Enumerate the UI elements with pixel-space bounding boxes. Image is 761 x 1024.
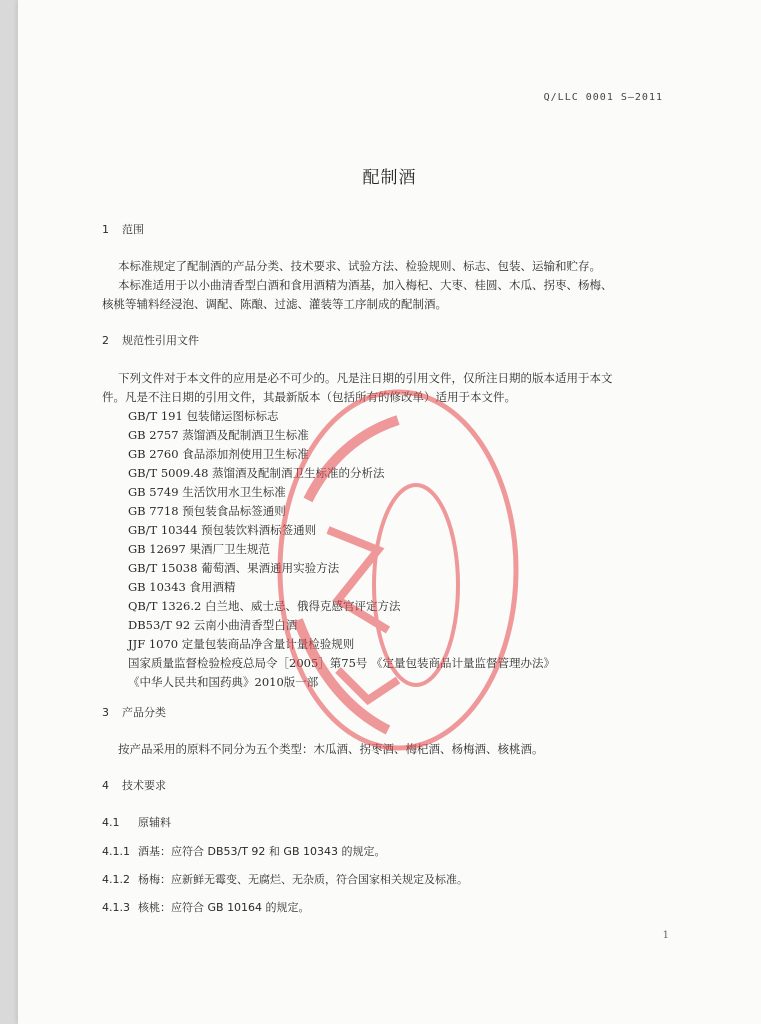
clause-text: 酒基：应符合 DB53/T 92 和 GB 10343 的规定。 <box>138 845 386 858</box>
subsection-number: 4.1 <box>102 816 120 829</box>
reference-item: GB/T 191 包装储运图标标志 <box>128 409 279 423</box>
reference-item: DB53/T 92 云南小曲清香型白酒 <box>128 618 298 632</box>
reference-item: GB/T 15038 葡萄酒、果酒通用实验方法 <box>128 561 340 575</box>
section-number: 3 <box>102 706 109 719</box>
subsection-4-1-heading <box>102 815 171 831</box>
reference-item: GB/T 5009.48 蒸馏酒及配制酒卫生标准的分析法 <box>128 466 385 480</box>
scope-paragraph-2-line-1: 本标准适用于以小曲清香型白酒和食用酒精为酒基，加入梅杞、大枣、桂圆、木瓜、拐枣、杨梅、 <box>118 278 613 292</box>
clause-4-1-3 <box>102 900 310 916</box>
reference-item: JJF 1070 定量包装商品净含量计量检验规则 <box>128 637 355 651</box>
scope-paragraph-2-line-2: 核桃等辅料经浸泡、调配、陈酿、过滤、灌装等工序制成的配制酒。 <box>102 297 447 311</box>
standard-code: Q/LLC 0001 S—2011 <box>543 92 663 103</box>
subsection-title: 原辅料 <box>138 816 171 829</box>
reference-item: QB/T 1326.2 白兰地、威士忌、俄得克感官评定方法 <box>128 599 401 613</box>
section-4-heading <box>102 778 166 794</box>
reference-item: 国家质量监督检验检疫总局令［2005］第75号 《定量包装商品计量监督管理办法》 <box>128 656 556 670</box>
clause-text: 核桃：应符合 GB 10164 的规定。 <box>138 901 310 914</box>
document-page <box>18 0 761 1024</box>
reference-item: 《中华人民共和国药典》2010版一部 <box>128 675 319 689</box>
reference-item: GB 2760 食品添加剂使用卫生标准 <box>128 447 309 461</box>
refs-intro-line-2: 件。凡是不注日期的引用文件，其最新版本（包括所有的修改单）适用于本文件。 <box>102 390 516 404</box>
reference-item: GB 12697 果酒厂卫生规范 <box>128 542 271 556</box>
section-3-heading <box>102 705 166 721</box>
section-title: 范围 <box>122 223 144 236</box>
page-number: 1 <box>662 930 669 941</box>
clause-number: 4.1.1 <box>102 845 130 858</box>
clause-number: 4.1.2 <box>102 873 130 886</box>
scope-paragraph-1: 本标准规定了配制酒的产品分类、技术要求、试验方法、检验规则、标志、包装、运输和贮存。 <box>118 259 601 273</box>
section-number: 2 <box>102 334 109 347</box>
section-title: 规范性引用文件 <box>122 334 199 347</box>
section-title: 技术要求 <box>122 779 166 792</box>
document-title: 配制酒 <box>362 168 417 188</box>
clause-4-1-2 <box>102 872 468 888</box>
classification-paragraph: 按产品采用的原料不同分为五个类型：木瓜酒、拐枣酒、梅杞酒、杨梅酒、核桃酒。 <box>118 742 544 756</box>
section-1-heading <box>102 222 144 238</box>
reference-item: GB 2757 蒸馏酒及配制酒卫生标准 <box>128 428 309 442</box>
reference-item: GB/T 10344 预包装饮料酒标签通则 <box>128 523 317 537</box>
section-2-heading <box>102 333 199 349</box>
clause-4-1-1 <box>102 844 385 860</box>
clause-text: 杨梅：应新鲜无霉变、无腐烂、无杂质，符合国家相关规定及标准。 <box>138 873 468 886</box>
reference-item: GB 5749 生活饮用水卫生标准 <box>128 485 286 499</box>
section-title: 产品分类 <box>122 706 166 719</box>
reference-item: GB 10343 食用酒精 <box>128 580 236 594</box>
refs-intro-line-1: 下列文件对于本文件的应用是必不可少的。凡是注日期的引用文件，仅所注日期的版本适用于本文 <box>118 371 613 385</box>
reference-item: GB 7718 预包装食品标签通则 <box>128 504 286 518</box>
section-number: 4 <box>102 779 109 792</box>
clause-number: 4.1.3 <box>102 901 130 914</box>
section-number: 1 <box>102 223 109 236</box>
